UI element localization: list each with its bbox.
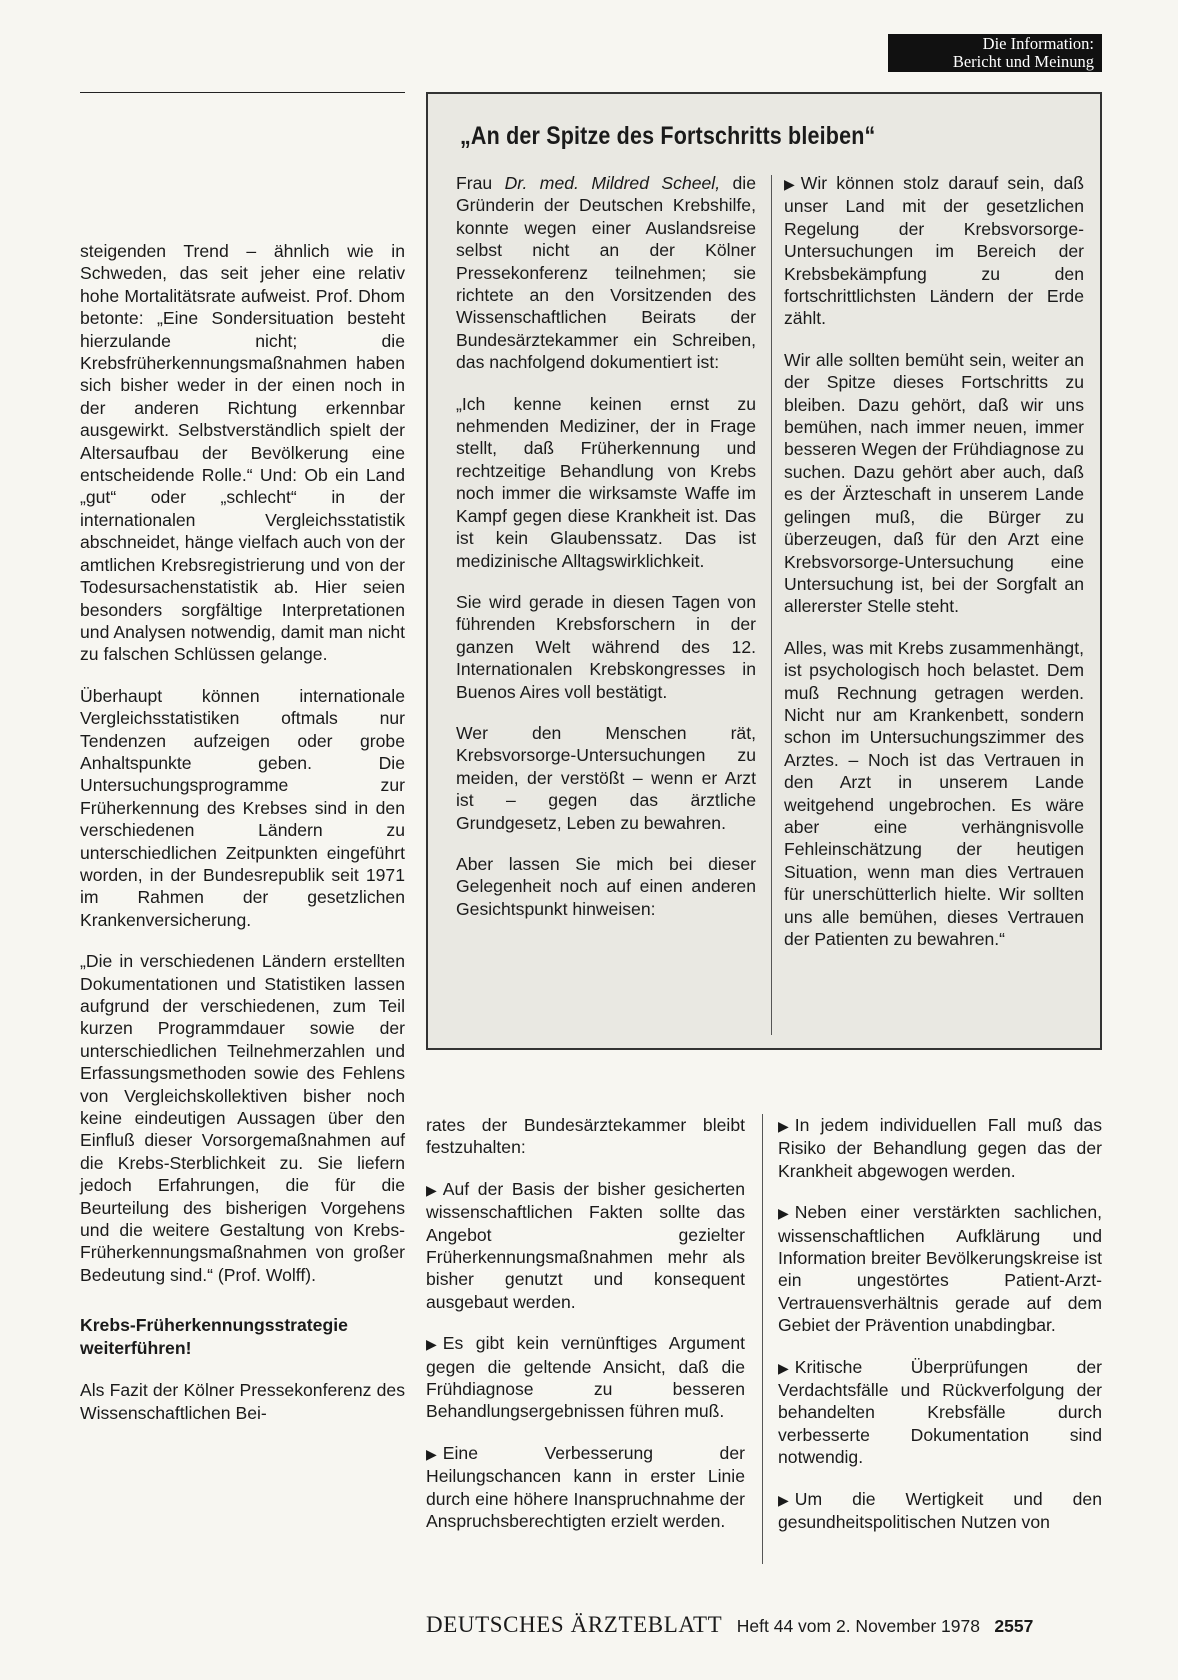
section-badge-line1: Die Information: — [982, 34, 1094, 53]
triangle-pointer-icon: ▶ — [426, 1445, 437, 1462]
intro-name: Dr. med. Mildred Scheel, — [504, 173, 721, 193]
left-paragraph-1: steigenden Trend – ähnlich wie in Schweden, das seit jeher eine relativ hohe Mortalitätsrate aufweist. Prof. Dhom betonte: „Eine Sondersituation besteht hierzulande nicht; die Krebsfrüherkennungsmaßnahmen haben sich bisher weder in der einen noch in der anderen Richtung erkennbar ausgewirkt. Selbstverständlich spielt der Altersaufbau der Bevölkerung eine entscheidende Rolle.“ Und: Ob ein Land „gut“ oder „schlecht“ in der internationalen Vergleichsstatistik abschneidet, hänge vielfach auch von der amtlichen Krebsregistrierung und von der Todesursachenstatistik ab. Hier seien besonders sorgfältige Interpretationen und Analysen notwendig, damit man nicht zu falschen Schlüssen gelange. — [80, 241, 405, 665]
quote-box-title: „An der Spitze des Fortschritts bleiben“ — [460, 122, 876, 150]
left-subhead: Krebs-Früherkennungsstrategie weiterführen! — [80, 1315, 348, 1358]
triangle-pointer-icon: ▶ — [778, 1118, 789, 1134]
triangle-pointer-icon: ▶ — [778, 1205, 789, 1222]
middle-column — [426, 1114, 745, 1552]
quote-paragraph-1: „Ich kenne keinen ernst zu nehmenden Mediziner, der in Frage stellt, daß Früherkennung und rechtzeitige Behandlung von Krebs noch immer die wirksamste Waffe im Kampf gegen diese Krankheit ist. Das ist kein Glaubenssatz. Das ist medizinische Alltagswirklichkeit. — [456, 393, 756, 571]
triangle-pointer-icon: ▶ — [784, 176, 795, 192]
triangle-pointer-icon: ▶ — [426, 1181, 437, 1198]
mid-point-3: Eine Verbesserung der Heilungschancen kann in erster Linie durch eine höhere Inanspruchnahme der Anspruchsberechtigten erzielt werden. — [426, 1442, 745, 1532]
triangle-pointer-icon: ▶ — [778, 1491, 789, 1508]
intro-rest: die Gründerin der Deutschen Krebshilfe, konnte wegen einer Auslandsreise selbst nicht an der Kölner Pressekonferenz teilnehmen; sie richtete an den Vorsitzenden des Wissenschaftlichen Beirats der Bundesärztekammer ein Schreiben, das nachfolgend dokumentiert ist: — [456, 173, 756, 373]
left-column — [80, 240, 405, 1443]
section-badge — [888, 34, 1102, 72]
quote-paragraph-3: Wer den Menschen rät, Krebsvorsorge-Untersuchungen zu meiden, der verstößt – wenn er Arzt ist – gegen das ärztliche Grundgesetz, Leben zu bewahren. — [456, 722, 756, 833]
page-number: 2557 — [994, 1616, 1034, 1636]
mid-intro: rates der Bundesärztekammer bleibt festzuhalten: — [426, 1115, 745, 1158]
mid-point-2: Es gibt kein vernünftiges Argument gegen die geltende Ansicht, daß die Frühdiagnose zu besseren Behandlungsergebnissen führen muß. — [426, 1333, 745, 1422]
mid-point-1: Auf der Basis der bisher gesicherten wissenschaftlichen Fakten sollte das Angebot gezielter Früherkennungsmaßnahmen mehr als bisher genutzt und konsequent ausgebaut werden. — [426, 1178, 745, 1312]
right-point-1: In jedem individuellen Fall muß das Risiko der Behandlung gegen das der Krankheit abgewogen werden. — [778, 1115, 1102, 1181]
issue-info: Heft 44 vom 2. November 1978 — [736, 1616, 980, 1636]
quote-box-column-2 — [784, 172, 1084, 969]
page-footer — [426, 1612, 1102, 1642]
quote-box-column-1 — [456, 172, 756, 939]
right-point-2: Neben einer verstärkten sachlichen, wissenschaftlichen Aufklärung und Information breiter Bevölkerungskreise ist ein ungestörtes Patient-Arzt-Vertrauensverhältnis gerade auf dem Gebiet der Prävention unabdingbar. — [778, 1202, 1102, 1336]
right-point-3: Kritische Überprüfungen der Verdachtsfälle und Rückverfolgung der behandelten Krebsfälle durch verbesserte Dokumentation sind notwendig. — [778, 1356, 1102, 1468]
top-rule — [80, 92, 405, 93]
triangle-pointer-icon: ▶ — [778, 1359, 789, 1376]
quote-paragraph-7: Alles, was mit Krebs zusammenhängt, ist psychologisch hoch belastet. Dem muß Rechnung getragen werden. Nicht nur am Krankenbett, sondern schon im Untersuchungszimmer des Arztes. – Noch ist das Vertrauen in den Arzt in unserem Lande weitgehend ungebrochen. Es wäre aber eine verhängnisvolle Fehleinschätzung der heutigen Situation, wenn man dies Vertrauen für unerschütterlich hielte. Wir sollten uns alle bemühen, dieses Vertrauen der Patienten zu bewahren.“ — [784, 637, 1084, 949]
right-column — [778, 1114, 1102, 1553]
left-paragraph-2: Überhaupt können internationale Vergleichsstatistiken oftmals nur Tendenzen aufzeigen oder grobe Anhaltspunkte geben. Die Untersuchungsprogramme zur Früherkennung des Krebses sind in den verschiedenen Ländern zu unterschiedlichen Zeitpunkten eingeführt worden, in der Bundesrepublik seit 1971 im Rahmen der gesetzlichen Krankenversicherung. — [80, 685, 405, 930]
triangle-pointer-icon: ▶ — [426, 1336, 437, 1353]
quote-paragraph-2: Sie wird gerade in diesen Tagen von führenden Krebsforschern in der ganzen Welt während des 12. Internationalen Krebskongresses in Buenos Aires voll bestätigt. — [456, 591, 756, 702]
quote-paragraph-5: Wir können stolz darauf sein, daß unser Land mit der gesetzlichen Regelung der Krebsvorsorge-Untersuchungen im Bereich der Krebsbekämpfung zu den fortschrittlichsten Ländern der Erde zählt. — [784, 173, 1084, 329]
section-badge-line2: Bericht und Meinung — [952, 52, 1094, 71]
left-paragraph-3: „Die in verschiedenen Ländern erstellten Dokumentationen und Statistiken lassen aufgrund der verschiedenen, zum Teil kurzen Programmdauer sowie der unterschiedlichen Teilnehmerzahlen und Erfassungsmethoden sowie des Fehlens von Vergleichskollektiven bisher noch keine eindeutigen Aussagen über den Einfluß dieser Vorsorgemaßnahmen auf die Krebs-Sterblichkeit zu. Sie liefern jedoch Erfahrungen, die für die Beurteilung des bisherigen Vorgehens und die weitere Gestaltung von Krebs-Früherkennungsmaßnahmen von großer Bedeutung sind.“ (Prof. Wolff). — [80, 951, 405, 1285]
quote-box-divider — [771, 175, 772, 1035]
column-divider — [762, 1114, 763, 1564]
quote-paragraph-4: Aber lassen Sie mich bei dieser Gelegenheit noch auf einen anderen Gesichtspunkt hinweisen: — [456, 853, 756, 919]
quote-paragraph-6: Wir alle sollten bemüht sein, weiter an der Spitze dieses Fortschritts zu bleiben. Dazu gehört, daß wir uns bemühen, nach immer neuen, immer besseren Wegen der Frühdiagnose zu suchen. Dazu gehört aber auch, daß es der Ärzteschaft in unserem Lande gelingen muß, die Bürger zu überzeugen, daß für den Arzt eine Krebsvorsorge-Untersuchung eine Untersuchung ist, bei der Sorgfalt an allererster Stelle steht. — [784, 349, 1084, 617]
journal-name: DEUTSCHES ÄRZTEBLATT — [426, 1612, 723, 1637]
left-paragraph-4: Als Fazit der Kölner Pressekonferenz des Wissenschaftlichen Bei- — [80, 1380, 405, 1423]
intro-prefix: Frau — [456, 173, 505, 193]
right-point-4: Um die Wertigkeit und den gesundheitspolitischen Nutzen von — [778, 1488, 1102, 1533]
